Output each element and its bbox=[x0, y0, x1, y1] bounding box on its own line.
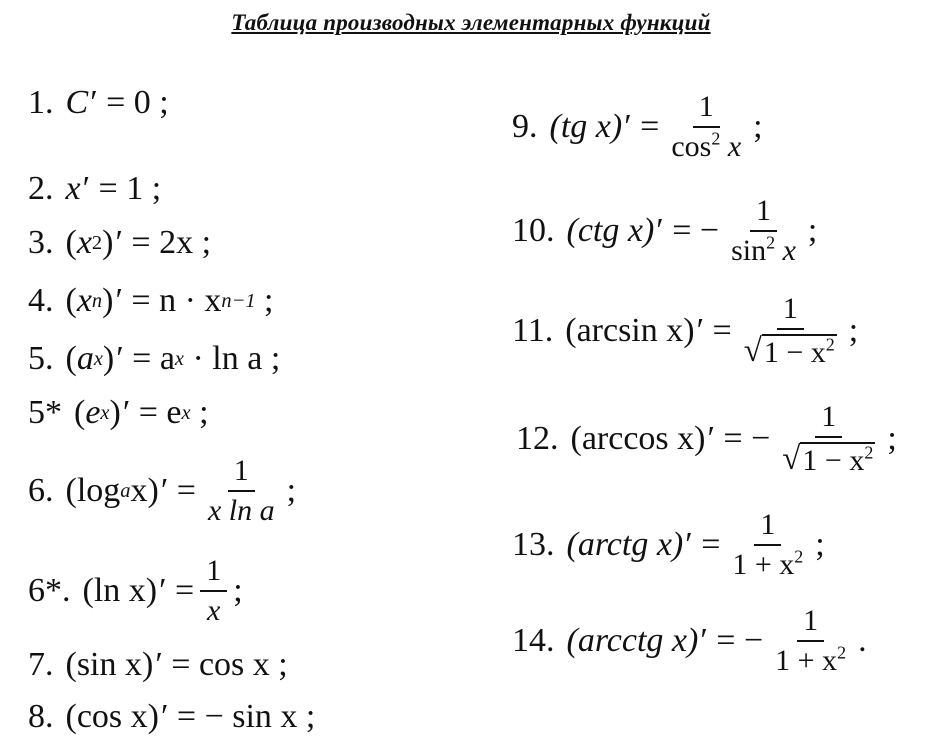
den-exponent: 2 bbox=[711, 128, 721, 149]
formula-lhs: (sin x) bbox=[65, 646, 154, 683]
den-variable: x bbox=[720, 130, 742, 163]
formula-end: ; bbox=[815, 526, 825, 563]
fraction-denominator: x bbox=[207, 594, 221, 627]
formula-equals: = bbox=[712, 312, 732, 349]
formula-12: 12. (arccos x) ′ = − 1 √ $1 - x^2$ ; bbox=[516, 400, 897, 477]
formula-number: 5* bbox=[28, 394, 62, 431]
fraction-numerator: 1 bbox=[777, 294, 804, 330]
formula-end: ; bbox=[199, 394, 209, 431]
formula-end: ; bbox=[233, 572, 243, 609]
fraction bbox=[726, 510, 809, 580]
formula-4: 4. ( x n ) ′ = n · x n−1 ; bbox=[28, 282, 274, 319]
formula-14: 14. (arcctg x) ′ = − $\frac{1}{1 + x^2}$ . bbox=[512, 604, 867, 677]
formula-8: 8. (cos x) ′ = − sin x ; bbox=[28, 698, 316, 735]
formula-rhs: = 2x ; bbox=[131, 224, 212, 261]
formula-10: 10. (ctg x) ′ = − $\frac{1}{\sin^2 x}$ ; bbox=[512, 194, 818, 267]
radicand-exponent: 2 bbox=[825, 334, 835, 355]
formula-7: 7. (sin x) ′ = cos x ; bbox=[28, 646, 288, 683]
formula-number: 1. bbox=[28, 84, 54, 121]
fraction-numerator: 1 bbox=[228, 456, 255, 492]
formula-end: . bbox=[858, 622, 867, 659]
formula-number: 12. bbox=[516, 420, 559, 457]
formula-lhs: (arccos x) bbox=[570, 420, 706, 457]
formula-number: 2. bbox=[28, 170, 54, 207]
formula-number: 13. bbox=[512, 526, 555, 563]
formula-number: 6*. bbox=[28, 572, 71, 609]
formula-number: 4. bbox=[28, 282, 54, 319]
fraction-numerator: 1 bbox=[200, 556, 227, 592]
formula-rhs: = 1 ; bbox=[98, 170, 162, 207]
formula-number: 14. bbox=[512, 622, 555, 659]
formula-number: 9. bbox=[512, 108, 538, 145]
formula-lhs: (tg x) bbox=[549, 108, 623, 145]
formula-end: ; bbox=[753, 108, 763, 145]
fraction-numerator: 1 bbox=[797, 606, 824, 642]
formula-lhs: C bbox=[65, 84, 89, 121]
fraction-denominator bbox=[769, 642, 852, 676]
fraction bbox=[776, 402, 881, 476]
formula-lhs: (log bbox=[65, 472, 121, 509]
formula-5-star: 5* ( e x ) ′ = e x ; bbox=[28, 394, 209, 431]
formula-base: x bbox=[76, 282, 92, 319]
fraction-numerator: 1 bbox=[750, 196, 777, 232]
den-expression: 1 + x bbox=[732, 548, 795, 581]
radicand: 1 − x bbox=[763, 336, 826, 369]
formula-equals: = bbox=[175, 572, 195, 609]
sqrt-icon: √ $1 - x^2$ bbox=[743, 333, 835, 369]
formula-5: 5. ( a x ) ′ = a x · ln a ; bbox=[28, 340, 281, 377]
formula-rhs: = cos x ; bbox=[171, 646, 288, 683]
formula-end: ; bbox=[264, 282, 274, 319]
formula-rhs: = e bbox=[138, 394, 182, 431]
formula-number: 3. bbox=[28, 224, 54, 261]
formula-number: 6. bbox=[28, 472, 54, 509]
sqrt-icon: √ $1 - x^2$ bbox=[782, 441, 874, 477]
fraction bbox=[665, 92, 747, 162]
fraction-denominator bbox=[725, 232, 802, 266]
formula-11: 11. (arcsin x) ′ = 1 √ $1 - x^2$ ; bbox=[512, 292, 859, 369]
formula-number: 11. bbox=[512, 312, 554, 349]
formula-3: 3. ( x 2 ) ′ = 2x ; bbox=[28, 224, 212, 261]
fraction bbox=[200, 556, 227, 626]
formula-lhs-tail: x) bbox=[130, 472, 159, 509]
formula-lhs: (arcsin x) bbox=[565, 312, 695, 349]
formula-number: 10. bbox=[512, 212, 555, 249]
fraction bbox=[725, 196, 802, 266]
formula-end: · ln a ; bbox=[192, 340, 281, 377]
formula-rhs: = 0 ; bbox=[106, 84, 169, 121]
formula-6-star: 6*. (ln x) ′ = $\frac{1}{x}$ ; bbox=[28, 554, 243, 627]
fraction-numerator: 1 bbox=[693, 92, 720, 128]
fraction-denominator bbox=[738, 330, 843, 368]
radicand: 1 − x bbox=[802, 444, 865, 477]
formula-lhs: x bbox=[65, 170, 81, 207]
fraction-denominator bbox=[776, 438, 881, 476]
den-expression: 1 + x bbox=[775, 644, 838, 677]
formula-13: 13. (arctg x) ′ = $\frac{1}{1 + x^2}$ ; bbox=[512, 508, 825, 581]
formula-6: 6. (log a x) ′ = $\frac{1}{\text{x ln a}}$ ; bbox=[28, 454, 297, 527]
den-exponent: 2 bbox=[766, 232, 776, 253]
fraction-numerator: 1 bbox=[815, 402, 842, 438]
radicand-exponent: 2 bbox=[864, 442, 874, 463]
formula-lhs: (arctg x) bbox=[566, 526, 684, 563]
formula-base: a bbox=[76, 340, 94, 377]
formula-equals: = − bbox=[716, 622, 764, 659]
formula-base: e bbox=[85, 394, 101, 431]
formula-equals: = bbox=[640, 108, 660, 145]
formula-number: 7. bbox=[28, 646, 54, 683]
den-function: sin bbox=[731, 234, 767, 267]
formula-end: ; bbox=[887, 420, 897, 457]
den-exponent: 2 bbox=[837, 642, 847, 663]
formula-lhs: (arcctg x) bbox=[566, 622, 699, 659]
formula-equals: = − bbox=[672, 212, 720, 249]
formula-base: x bbox=[76, 224, 92, 261]
fraction-denominator bbox=[726, 546, 809, 580]
formula-end: ; bbox=[286, 472, 297, 509]
formula-number: 5. bbox=[28, 340, 54, 377]
formula-lhs: (ln x) bbox=[82, 572, 158, 609]
formula-lhs: (ctg x) bbox=[566, 212, 655, 249]
formula-1: 1. C ′ = 0 ; bbox=[28, 84, 169, 121]
formula-end: ; bbox=[848, 312, 859, 349]
formula-rhs: = a bbox=[132, 340, 175, 377]
fraction bbox=[738, 294, 843, 368]
formula-number: 8. bbox=[28, 698, 54, 735]
fraction-denominator: x ln a bbox=[207, 494, 275, 527]
formula-end: ; bbox=[807, 212, 818, 249]
formula-equals: = − bbox=[723, 420, 771, 457]
formula-lhs: (cos x) bbox=[65, 698, 159, 735]
den-variable: x bbox=[775, 234, 796, 267]
formula-equals: = bbox=[176, 472, 196, 509]
den-exponent: 2 bbox=[794, 546, 804, 567]
formula-rhs: = − sin x ; bbox=[176, 698, 316, 735]
fraction-denominator bbox=[665, 128, 747, 162]
page-title: Таблица производных элементарных функций bbox=[231, 10, 711, 35]
formula-2: 2. x ′ = 1 ; bbox=[28, 170, 162, 207]
den-function: cos bbox=[671, 130, 712, 163]
fraction bbox=[769, 606, 852, 676]
formula-equals: = bbox=[701, 526, 721, 563]
fraction bbox=[202, 456, 281, 526]
fraction-numerator: 1 bbox=[754, 510, 781, 546]
formula-9: 9. (tg x) ′ = $\frac{1}{\cos^2 x}$ ; bbox=[512, 90, 763, 163]
formula-rhs: = n · x bbox=[131, 282, 222, 319]
